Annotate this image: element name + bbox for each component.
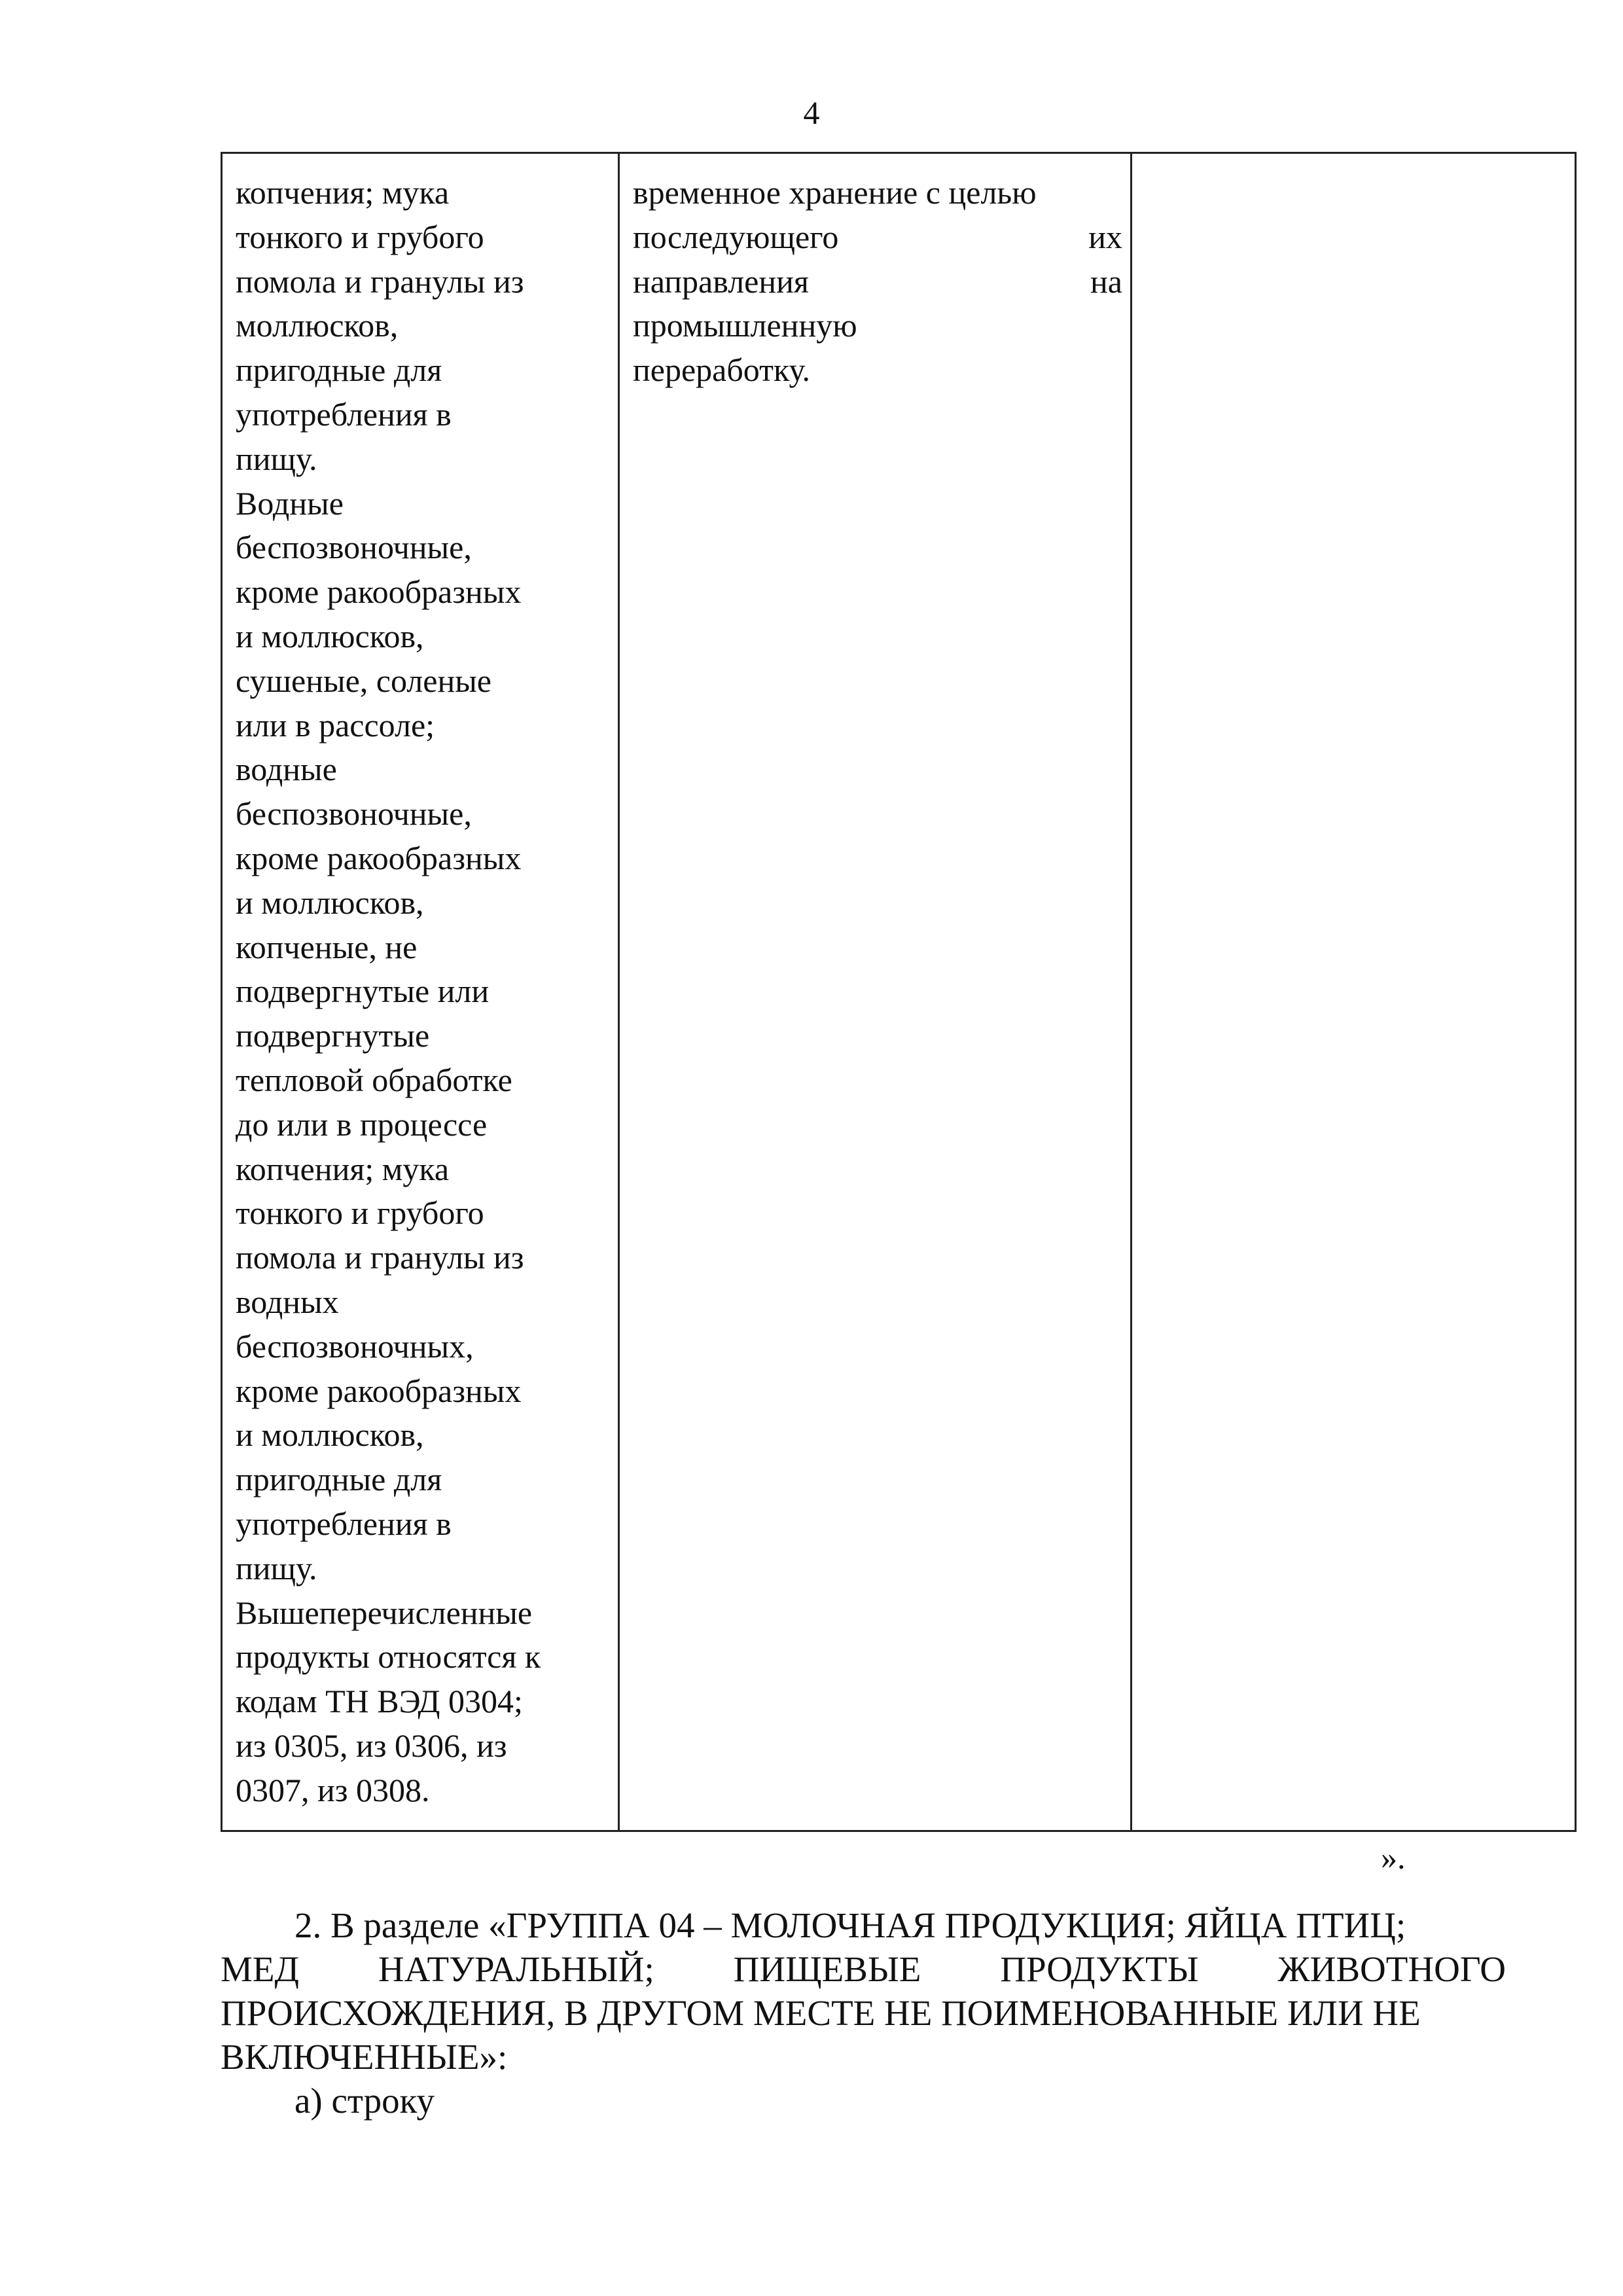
product-description-line: кроме ракообразных: [236, 573, 522, 611]
sub-item: [294, 2079, 1580, 2123]
storage-purpose-word: на: [1090, 262, 1122, 300]
product-description-line: и моллюсков,: [236, 617, 424, 655]
product-description-line: и моллюсков,: [236, 884, 424, 921]
product-description-line: копчения; мука: [236, 1150, 450, 1187]
sub-item-text: а) строку: [294, 2081, 435, 2121]
storage-purpose-line: [633, 260, 1122, 304]
product-description-line: водных: [236, 1283, 339, 1320]
product-description-line: беспозвоночные,: [236, 529, 472, 566]
paragraph-word: НАТУРАЛЬНЫЙ;: [378, 1949, 654, 1989]
storage-purpose-line: переработку.: [633, 351, 811, 389]
product-description-line: тонкого и грубого: [236, 218, 484, 255]
product-description-line: 0307, из 0308.: [236, 1771, 430, 1808]
product-description-line: беспозвоночные,: [236, 795, 472, 833]
product-description-line: кроме ракообразных: [236, 1372, 522, 1409]
paragraph-word: ПРОДУКТЫ: [1000, 1949, 1199, 1989]
amendment-paragraph: [221, 1903, 1506, 2079]
product-description-line: копчения; мука: [236, 174, 450, 211]
product-description-line: сушеные, соленые: [236, 662, 491, 699]
paragraph-line: [221, 1947, 1506, 1991]
product-description-line: копченые, не: [236, 928, 418, 965]
product-description-line: кроме ракообразных: [236, 839, 522, 876]
product-description-line: моллюсков,: [236, 307, 399, 344]
paragraph-word: ЖИВОТНОГО: [1277, 1949, 1506, 1989]
storage-purpose-line: промышленную: [633, 307, 857, 344]
product-description-line: тонкого и грубого: [236, 1194, 484, 1232]
product-description-line: кодам ТН ВЭД 0304;: [236, 1683, 523, 1720]
product-description-line: употребления в: [236, 395, 452, 433]
product-description-line: Водные: [236, 484, 344, 522]
product-description-line: и моллюсков,: [236, 1416, 424, 1454]
product-description-line: пригодные для: [236, 1461, 442, 1498]
product-description-line: продукты относятся к: [236, 1638, 541, 1676]
paragraph-word: ПИЩЕВЫЕ: [733, 1949, 921, 1989]
storage-purpose-line: временное хранение с целью: [633, 174, 1037, 211]
product-description-line: до или в процессе: [236, 1105, 488, 1143]
product-description-line: пищу.: [236, 1549, 317, 1587]
product-description-cell: [222, 153, 619, 1831]
page-number: 4: [803, 94, 820, 131]
empty-cell: [1132, 153, 1576, 1831]
table-row: [222, 153, 1576, 1831]
paragraph-line: ПРОИСХОЖДЕНИЯ, В ДРУГОМ МЕСТЕ НЕ ПОИМЕНОВАННЫЕ ИЛИ НЕ: [221, 1993, 1421, 2033]
product-table: [221, 152, 1577, 1832]
paragraph-line: ВКЛЮЧЕННЫЕ»:: [221, 2037, 508, 2077]
product-description-line: водные: [236, 751, 337, 788]
storage-purpose-cell: [619, 153, 1132, 1831]
product-description-line: из 0305, из 0306, из: [236, 1727, 507, 1764]
storage-purpose-word: направления: [633, 262, 809, 300]
closing-quote-mark: ».: [1381, 1839, 1406, 1876]
product-description-line: подвергнутые: [236, 1017, 430, 1054]
storage-purpose-word: последующего: [633, 218, 839, 255]
product-description-line: употребления в: [236, 1505, 452, 1542]
product-description-line: пищу.: [236, 440, 317, 477]
product-description-line: помола и гранулы из: [236, 1239, 524, 1276]
product-description-line: беспозвоночных,: [236, 1327, 474, 1365]
product-description-line: или в рассоле;: [236, 706, 435, 744]
product-description-line: помола и гранулы из: [236, 262, 524, 300]
paragraph-word: МЕД: [221, 1949, 300, 1989]
product-description-line: Вышеперечисленные: [236, 1594, 533, 1631]
storage-purpose-word: их: [1088, 218, 1122, 255]
product-description-line: тепловой обработке: [236, 1061, 512, 1098]
paragraph-line: 2. В разделе «ГРУППА 04 – МОЛОЧНАЯ ПРОДУКЦИЯ; ЯЙЦА ПТИЦ;: [294, 1905, 1406, 1945]
storage-purpose-line: [633, 215, 1122, 260]
product-description-line: подвергнутые или: [236, 973, 490, 1010]
product-description-line: пригодные для: [236, 351, 442, 389]
